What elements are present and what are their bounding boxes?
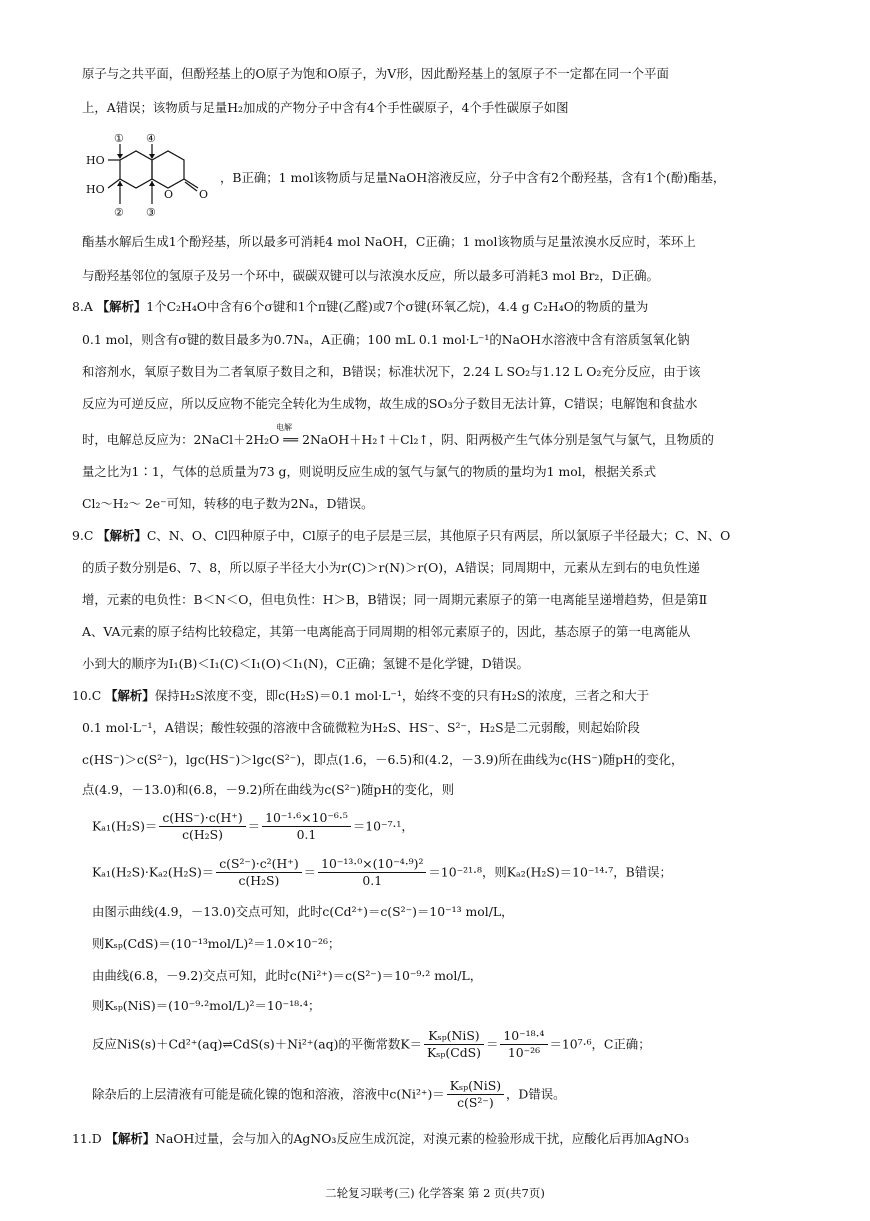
analysis-tag: 【解析】: [105, 1131, 156, 1146]
question-8-line: [72, 301, 648, 313]
equation-text: ＝10⁻²¹·⁸，则Kₐ₂(H₂S)＝10⁻¹⁴·⁷，B错误；: [428, 864, 672, 880]
text-line: 时，电解总反应为：2NaCl＋2H₂O ══ 2NaOH＋H₂↑＋Cl₂↑，阴、阳两极产生气体分别是氢气与氯气，且物质的: [82, 432, 714, 447]
text-line: 与酚羟基邻位的氢原子及另一个环中，碳碳双键可以与浓溴水反应，所以最多可消耗3 mol Br₂，D正确。: [82, 268, 659, 283]
equals-sign: ＝: [303, 864, 317, 880]
electrolysis-label: 电解: [276, 423, 292, 432]
text-line: 0.1 mol·L⁻¹，A错误；酸性较强的溶液中含硫微粒为H₂S、HS⁻、S²⁻，H₂S是二元弱酸，则起始阶段: [82, 720, 640, 735]
hydroxyl-label-bottom: HO: [86, 183, 105, 196]
chiral-label-3: ③: [146, 206, 156, 219]
equation-text: ＝10⁷·⁶，C正确；: [549, 1036, 651, 1052]
chiral-carbon-structure-figure: [84, 132, 214, 224]
text-line: A、VA元素的原子结构比较稳定，其第一电离能高于同周期的相邻元素原子的，因此，基态原子的第一电离能从: [82, 624, 691, 639]
equation-text: ＝10⁻⁷·¹，: [352, 818, 414, 834]
numerator: 10⁻¹·⁶×10⁻⁶·⁵: [262, 812, 351, 827]
fraction: [500, 1030, 547, 1060]
denominator: 0.1: [362, 873, 383, 889]
chiral-label-4: ④: [146, 132, 156, 145]
fraction: [318, 858, 426, 888]
numerator: c(HS⁻)·c(H⁺): [159, 812, 245, 827]
ni-concentration-equation: [92, 1080, 566, 1110]
denominator: Kₛₚ(CdS): [427, 1045, 481, 1061]
numerator: c(S²⁻)·c²(H⁺): [216, 858, 301, 873]
text-line: 小到大的顺序为I₁(B)＜I₁(C)＜I₁(O)＜I₁(N)，C正确；氢键不是化学键，D错误。: [82, 656, 529, 671]
answer-label: 11.D: [72, 1131, 102, 1146]
ka1-equation: [92, 812, 414, 842]
chiral-label-1: ①: [114, 132, 124, 145]
text-line: 上，A错误；该物质与足量H₂加成的产物分子中含有4个手性碳原子，4个手性碳原子如图: [82, 100, 569, 115]
denominator: c(S²⁻): [457, 1095, 494, 1111]
text-line: 的质子数分别是6、7、8，所以原子半径大小为r(C)＞r(N)＞r(O)，A错误；同周期中，元素从左到右的电负性递: [82, 560, 700, 575]
denominator: 10⁻²⁶: [507, 1045, 541, 1061]
ring-oxygen-label: O: [164, 188, 174, 201]
analysis-tag: 【解析】: [97, 528, 147, 543]
chiral-label-2: ②: [114, 206, 124, 219]
text-span: NaOH过量，会与加入的AgNO₃反应生成沉淀，对溴元素的检验形成干扰，应酸化后再加AgNO₃: [155, 1131, 689, 1146]
text-line: 和溶剂水，氧原子数目为二者氧原子数目之和，B错误；标准状况下，2.24 L SO₂与1.12 L O₂充分反应，由于该: [82, 364, 701, 379]
equation-text: ，D错误。: [506, 1086, 566, 1102]
fraction: [447, 1080, 504, 1110]
text-line: 由曲线(6.8，－9.2)交点可知，此时c(Ni²⁺)＝c(S²⁻)＝10⁻⁹·² mol/L，: [92, 968, 483, 983]
ka1-ka2-equation: [92, 858, 672, 888]
denominator: c(H₂S): [182, 827, 223, 843]
equilibrium-constant-equation: [92, 1030, 651, 1060]
analysis-tag: 【解析】: [96, 299, 147, 314]
carbonyl-oxygen-label: O: [199, 188, 209, 201]
text-line: 增，元素的电负性：B＜N＜O，但电负性：H＞B，B错误；同一周期元素原子的第一电离能呈递增趋势，但是第Ⅱ: [82, 592, 708, 607]
text-line: Cl₂～H₂～ 2e⁻可知，转移的电子数为2Nₐ，D错误。: [82, 496, 374, 511]
question-11-line: [72, 1133, 689, 1145]
text-line: 反应为可逆反应，所以反应物不能完全转化为生成物，故生成的SO₃分子数目无法计算，C错误；电解饱和食盐水: [82, 396, 698, 411]
equation-text: 除杂后的上层清液有可能是硫化镍的饱和溶液，溶液中c(Ni²⁺)＝: [92, 1086, 445, 1102]
text-span: C、N、O、Cl四种原子中，Cl原子的电子层是三层，其他原子只有两层，所以氯原子半径最大；C、N、O: [146, 528, 731, 543]
analysis-tag: 【解析】: [105, 688, 155, 703]
answer-label: 10.C: [72, 688, 102, 703]
text-line: 0.1 mol，则含有σ键的数目最多为0.7Nₐ，A正确；100 mL 0.1 mol·L⁻¹的NaOH水溶液中含有溶质氢氧化钠: [82, 332, 690, 347]
text-span: 保持H₂S浓度不变，即c(H₂S)＝0.1 mol·L⁻¹，始终不变的只有H₂S的浓度，三者之和大于: [154, 688, 650, 703]
answer-label: 9.C: [72, 528, 94, 543]
page-footer: 二轮复习联考(三) 化学答案 第 2 页(共7页): [325, 1186, 545, 1200]
text-line: 量之比为1∶1，气体的总质量为73 g，则说明反应生成的氢气与氯气的物质的量均为1 mol，根据关系式: [82, 464, 657, 479]
text-span: 1个C₂H₄O中含有6个σ键和1个π键(乙醛)或7个σ键(环氧乙烷)，4.4 g C₂H₄O的物质的量为: [146, 299, 649, 314]
text-line: 则Kₛₚ(CdS)＝(10⁻¹³mol/L)²＝1.0×10⁻²⁶；: [92, 936, 341, 951]
text-line: 则Kₛₚ(NiS)＝(10⁻⁹·²mol/L)²＝10⁻¹⁸·⁴；: [92, 998, 321, 1013]
numerator: 10⁻¹⁸·⁴: [500, 1030, 547, 1045]
fraction: [216, 858, 301, 888]
question-9-line: [72, 530, 730, 542]
numerator: Kₛₚ(NiS): [424, 1030, 484, 1045]
denominator: 0.1: [296, 827, 317, 843]
text-line: c(HS⁻)＞c(S²⁻)，lgc(HS⁻)＞lgc(S²⁻)，即点(1.6，－6.5)和(4.2，－3.9)所在曲线为c(HS⁻)随pH的变化，: [82, 752, 684, 767]
numerator: Kₛₚ(NiS): [447, 1080, 504, 1095]
question-10-line: [72, 690, 649, 702]
text-line: 点(4.9，－13.0)和(6.8，－9.2)所在曲线为c(S²⁻)随pH的变化，则: [82, 782, 455, 797]
text-line: 由图示曲线(4.9，－13.0)交点可知，此时c(Cd²⁺)＝c(S²⁻)＝10⁻¹³ mol/L，: [92, 904, 514, 919]
answer-label: 8.A: [72, 299, 93, 314]
equation-text: 反应NiS(s)＋Cd²⁺(aq)⇌CdS(s)＋Ni²⁺(aq)的平衡常数K＝: [92, 1036, 422, 1052]
text-line: ，B正确；1 mol该物质与足量NaOH溶液反应，分子中含有2个酚羟基，含有1个(酚)酯基，: [220, 170, 726, 185]
equals-sign: ＝: [485, 1036, 499, 1052]
fraction: [424, 1030, 484, 1060]
hydroxyl-label-top: HO: [86, 154, 105, 167]
equation-text: Kₐ₁(H₂S)＝: [92, 818, 158, 834]
fraction: [159, 812, 245, 842]
text-line: 酯基水解后生成1个酚羟基，所以最多可消耗4 mol NaOH，C正确；1 mol该物质与足量浓溴水反应时，苯环上: [82, 234, 696, 249]
denominator: c(H₂S): [238, 873, 280, 889]
fraction: [262, 812, 351, 842]
numerator: 10⁻¹³·⁰×(10⁻⁴·⁹)²: [318, 858, 426, 873]
text-line: 原子与之共平面，但酚羟基上的O原子为饱和O原子，为V形，因此酚羟基上的氢原子不一定都在同一个平面: [82, 66, 669, 81]
equals-sign: ＝: [247, 818, 261, 834]
equation-text: Kₐ₁(H₂S)·Kₐ₂(H₂S)＝: [92, 864, 215, 880]
